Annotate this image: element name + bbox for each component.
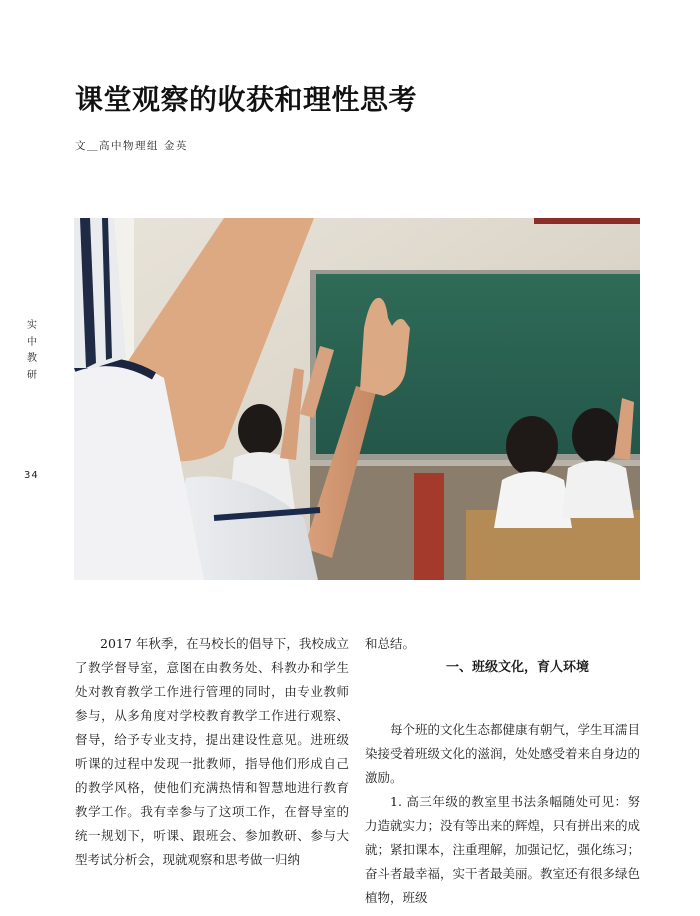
text-column-right xyxy=(365,632,640,910)
section-heading: 一、班级文化，育人环境 xyxy=(445,660,589,675)
classroom-photo xyxy=(74,218,640,580)
text-column-left xyxy=(75,632,349,872)
side-char: 中 xyxy=(27,336,37,348)
author-byline: 文＿高中物理组 金英 xyxy=(75,140,188,152)
body-paragraph: 2017 年秋季，在马校长的倡导下，我校成立了教学督导室，意图在由教务处、科教办和学生处对教育教学工作进行管理的同时，由专业教师参与，从多角度对学校教育教学工作进行观察、督导，给予专业支持，提出建设性意见。进班级听课的过程中发现一批教师，指导他们形成自己的教学风格，使他们充满热情和智慧地进行教育教学工作。我有幸参与了这项工作，在督导室的统一规划下，听课、跟班会、参加教研、参与大型考试分析会，现就观察和思考做一归纳 xyxy=(75,636,349,867)
side-char: 研 xyxy=(27,369,37,381)
article-title: 课堂观察的收获和理性思考 xyxy=(75,83,418,116)
body-paragraph: 1. 高三年级的教室里书法条幅随处可见：努力造就实力；没有等出来的辉煌，只有拼出来的成就；紧扣课本，注重理解，加强记忆，强化练习；奋斗者最幸福，实干者最美丽。教室还有很多绿色植物，班级 xyxy=(365,794,641,905)
side-section-label xyxy=(26,318,38,384)
body-paragraph: 每个班的文化生态都健康有朝气，学生耳濡目染接受着班级文化的滋润，处处感受着来自身边的激励。 xyxy=(365,722,641,785)
side-char: 教 xyxy=(27,353,37,364)
page-number: 34 xyxy=(24,470,39,481)
body-paragraph-continuation: 和总结。 xyxy=(365,636,416,651)
side-char: 实 xyxy=(27,320,37,331)
